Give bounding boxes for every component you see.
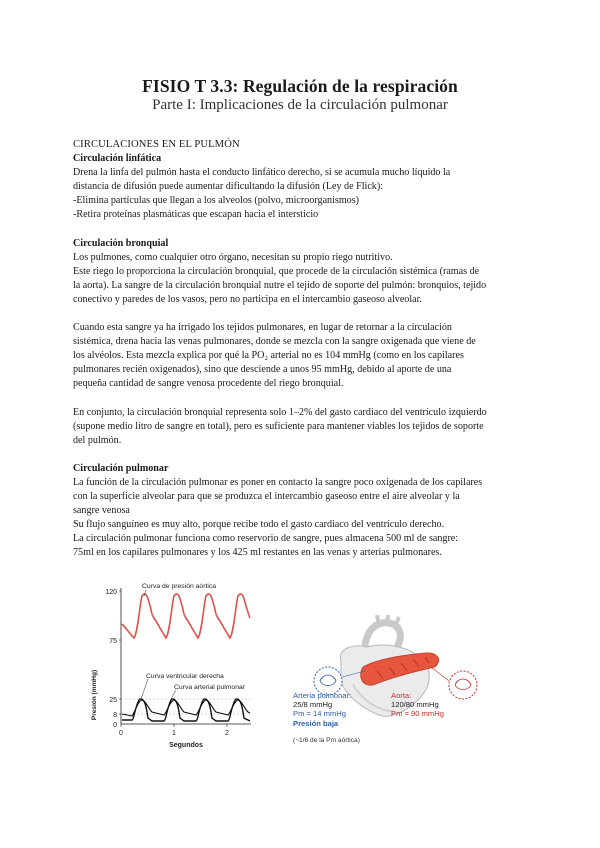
pulmonary-artery-note: Presión baja xyxy=(293,718,339,728)
text-line: -Elimina partículas que llegan a los alveolos (polvo, microorganismos) xyxy=(73,195,360,207)
y-tick-label: 8 xyxy=(113,712,117,719)
text-line: la aorta). La sangre de la circulación bronquial nutre el tejido de soporte del pulmón: bronquios, tejido xyxy=(73,279,487,291)
text-line: pequeña cantidad de sangre venosa procedente del riego bronquial. xyxy=(73,378,344,390)
pulmonary-artery-title: Arteria pulmonar: xyxy=(293,691,352,700)
y-tick-label: 75 xyxy=(109,638,117,645)
pulmonary-artery-info xyxy=(293,691,375,728)
text-line: (supone medio litro de sangre en total), pero es suficiente para mantener viables los tejidos de soporte xyxy=(73,420,484,432)
text-line: sistémica, drena hacia las venas pulmonares, donde se mezcla con la sangre oxigenada que viene de xyxy=(73,336,476,348)
aorta-title: Aorta: xyxy=(391,691,412,700)
subheading-bronquial: Circulación bronquial xyxy=(73,237,169,249)
text-line: Su flujo sanguíneo es muy alto, porque recibe todo el gasto cardiaco del ventrículo derecho. xyxy=(73,519,445,531)
text-line: los alvéolos. Esta mezcla explica por qué la PO₂ arterial no es 104 mmHg (como en los capilares xyxy=(73,350,464,362)
page-subtitle: Parte I: Implicaciones de la circulación pulmonar xyxy=(152,97,448,113)
text-line: La función de la circulación pulmonar es poner en contacto la sangre poco oxigenada de los capilares xyxy=(73,476,483,488)
pulmonary-artery-mean: Pm = 14 mmHg xyxy=(293,709,346,719)
text-line: del pulmón. xyxy=(73,434,122,446)
leader-line xyxy=(141,679,148,699)
text-line: sangre venosa xyxy=(73,505,130,517)
text-line: conectivo y paredes de los vasos, pero no participa en el intercambio gaseoso alveolar. xyxy=(73,293,422,305)
text-line: En conjunto, la circulación bronquial representa solo 1–2% del gasto cardiaco del ventrículo izquierdo xyxy=(73,406,487,418)
x-axis-label: Segundos xyxy=(169,742,203,749)
x-tick-label: 2 xyxy=(225,730,229,737)
label-pa-curve: Curva arterial pulmonar xyxy=(174,684,246,691)
text-line: con la superficie alveolar para que se produzca el intercambio gaseoso entre el aire alveolar y la xyxy=(73,490,460,502)
page-title: FISIO T 3.3: Regulación de la respiración xyxy=(142,76,458,96)
text-line: 75ml en los capilares pulmonares y los 425 ml restantes en las venas y arterias pulmonares. xyxy=(73,547,442,559)
pulmonary-artery-pressure: 25/8 mmHg xyxy=(293,700,333,710)
label-aortic-curve: Curva de presión aórtica xyxy=(142,583,217,590)
text-line: Drena la linfa del pulmón hasta el conducto linfático derecho, si se acumula mucho líquido la xyxy=(73,167,451,179)
aorta-info xyxy=(391,691,469,719)
text-line: Los pulmones, como cualquier otro órgano, necesitan su propio riego nutritivo. xyxy=(73,251,393,263)
pressure-curve-figure xyxy=(86,580,256,760)
y-tick-label: 25 xyxy=(109,697,117,704)
text-line: La circulación pulmonar funciona como reservorio de sangre, pues almacena 500 ml de sangre: xyxy=(73,533,459,545)
figure-footnote: (~1/6 de la Pm aórtica) xyxy=(293,737,360,744)
text-line: -Retira proteínas plasmáticas que escapan hacia el intersticio xyxy=(73,209,319,221)
x-tick-label: 0 xyxy=(119,730,123,737)
text-line: Este riego lo proporciona la circulación bronquial, que procede de la circulación sistémica (ramas de xyxy=(73,265,480,277)
aortic-pressure-curve xyxy=(122,594,250,638)
subheading-pulmonar: Circulación pulmonar xyxy=(73,462,169,474)
y-tick-label: 0 xyxy=(113,722,117,729)
section-heading-circulaciones: CIRCULACIONES EN EL PULMÓN xyxy=(73,139,240,150)
x-tick-label: 1 xyxy=(172,730,176,737)
y-tick-label: 120 xyxy=(105,589,117,596)
subheading-linfatica: Circulación linfática xyxy=(73,153,162,165)
aorta-mean: Pm = 90 mmHg xyxy=(391,709,444,719)
y-axis-label: Presión (mmHg) xyxy=(91,669,98,721)
text-line: pulmonares recién oxigenados), sino que desciende a unos 95 mmHg, debido al aporte de una xyxy=(73,364,452,376)
text-line: Cuando esta sangre ya ha irrigado los tejidos pulmonares, en lugar de retornar a la circulación xyxy=(73,322,452,334)
label-rv-curve: Curva ventricular derecha xyxy=(146,673,224,680)
document-body xyxy=(73,138,535,560)
aorta-pressure: 120/80 mmHg xyxy=(391,700,439,710)
marker-pointer xyxy=(431,667,449,681)
text-line: distancia de difusión puede aumentar dificultando la difusión (Ley de Flick): xyxy=(73,181,384,193)
